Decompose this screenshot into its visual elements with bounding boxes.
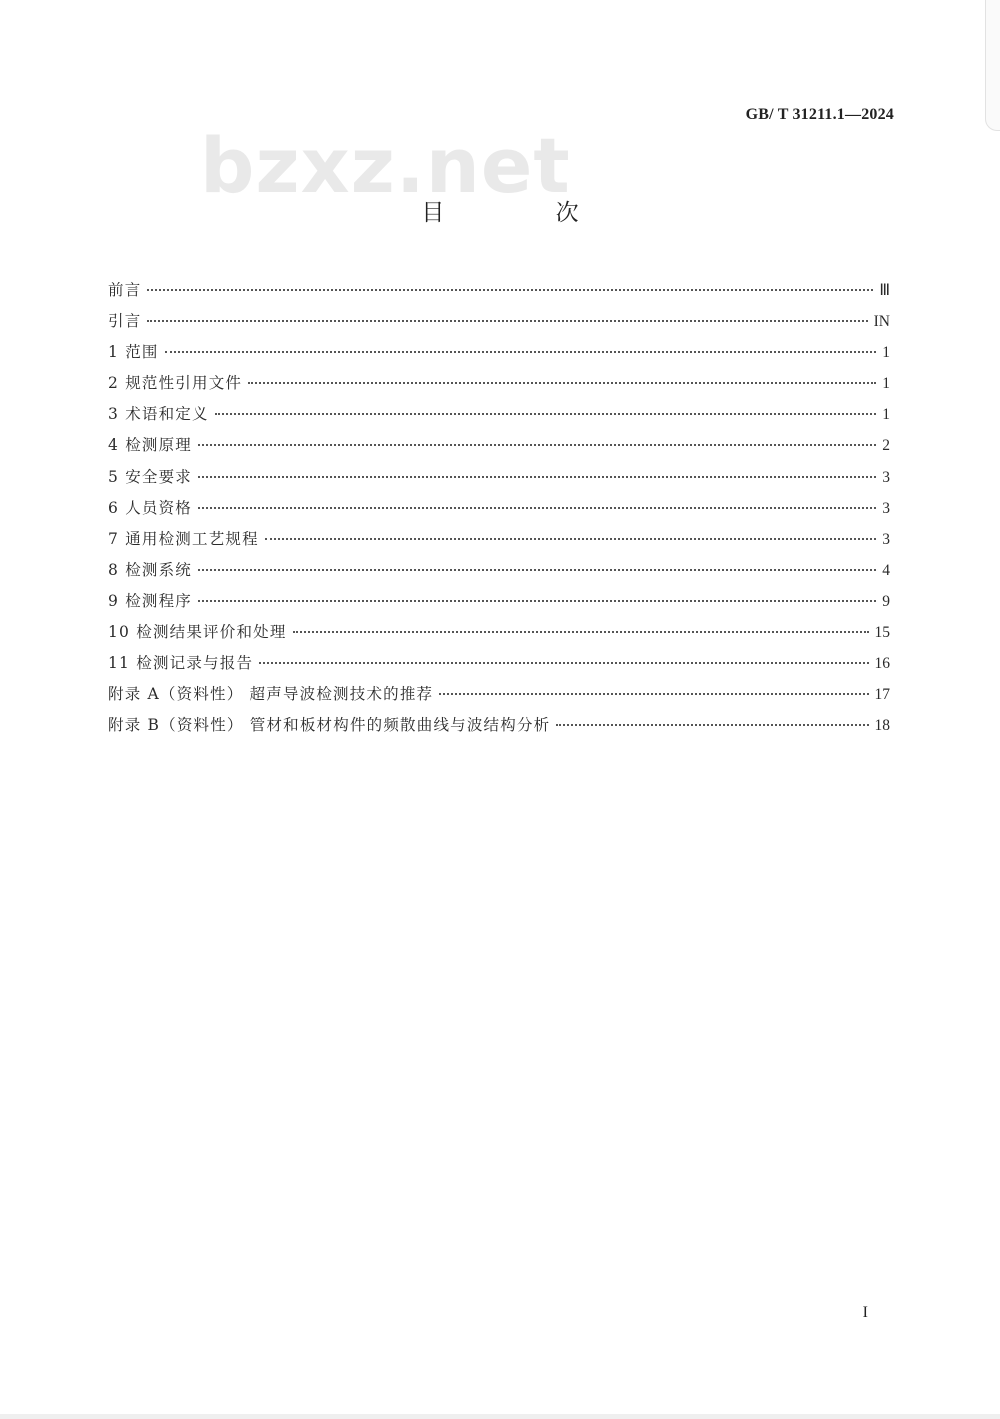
toc-entry-page: IN (873, 313, 890, 331)
toc-leader-dots (439, 675, 868, 695)
toc-leader-dots (215, 395, 876, 415)
toc-entry-page: 15 (874, 624, 890, 642)
toc-entry-label: 引言 (108, 312, 142, 331)
toc-leader-dots (248, 364, 876, 384)
toc-entry-page: 17 (874, 686, 890, 704)
toc-entry-label: 4 检测原理 (108, 436, 192, 455)
toc-entry-label: 9 检测程序 (108, 591, 192, 610)
toc-entry-page: 9 (882, 592, 890, 610)
toc-entry-label: 7 通用检测工艺规程 (108, 529, 259, 548)
toc-leader-dots (147, 271, 873, 291)
toc-entry-label: 1 范围 (108, 343, 159, 362)
toc-entry-page: 16 (874, 655, 890, 673)
toc-leader-dots (198, 551, 876, 571)
toc-entry-page: 1 (882, 344, 890, 362)
toc-entry-page: 3 (882, 468, 890, 486)
toc-entry-label: 附录 A（资料性） 超声导波检测技术的推荐 (108, 685, 434, 704)
toc-leader-dots (165, 333, 876, 353)
toc-leader-dots (198, 489, 876, 509)
toc-entry-label: 2 规范性引用文件 (108, 374, 243, 393)
toc-entry-page: 1 (882, 406, 890, 424)
toc-leader-dots (198, 458, 876, 478)
watermark: bzxz.net (200, 121, 571, 210)
toc-leader-dots (147, 302, 867, 322)
page-number: I (862, 1304, 868, 1321)
toc-entry-annex-b[interactable] (108, 710, 890, 741)
page-bottom-edge (0, 1414, 1000, 1419)
toc-entry-label: 8 检测系统 (108, 560, 192, 579)
toc-entry-label: 11 检测记录与报告 (108, 654, 254, 673)
toc-entry-label: 5 安全要求 (108, 467, 192, 486)
page-edge-decoration (985, 0, 1000, 131)
toc-entry-label: 10 检测结果评价和处理 (108, 623, 287, 642)
toc-entry-page: 4 (882, 561, 890, 579)
toc-entry-label: 3 术语和定义 (108, 405, 209, 424)
toc-entry-page: 2 (882, 437, 890, 455)
toc-entry-page: Ⅲ (879, 282, 890, 299)
toc-entry-page: 18 (874, 717, 890, 735)
toc-entry-label: 附录 B（资料性） 管材和板材构件的频散曲线与波结构分析 (108, 716, 551, 735)
toc-leader-dots (198, 426, 876, 446)
toc-leader-dots (259, 644, 868, 664)
toc-leader-dots (556, 706, 868, 726)
toc-leader-dots (293, 613, 869, 633)
toc-leader-dots (198, 582, 876, 602)
document-code: GB/ T 31211.1—2024 (745, 106, 894, 123)
toc-title: 目 次 (421, 200, 631, 226)
toc-entry-page: 1 (882, 375, 890, 393)
toc-entry-page: 3 (882, 499, 890, 517)
toc-entry-page: 3 (882, 530, 890, 548)
table-of-contents (108, 275, 890, 741)
toc-leader-dots (265, 520, 876, 540)
toc-entry-label: 6 人员资格 (108, 498, 192, 517)
toc-entry-label: 前言 (108, 281, 142, 299)
